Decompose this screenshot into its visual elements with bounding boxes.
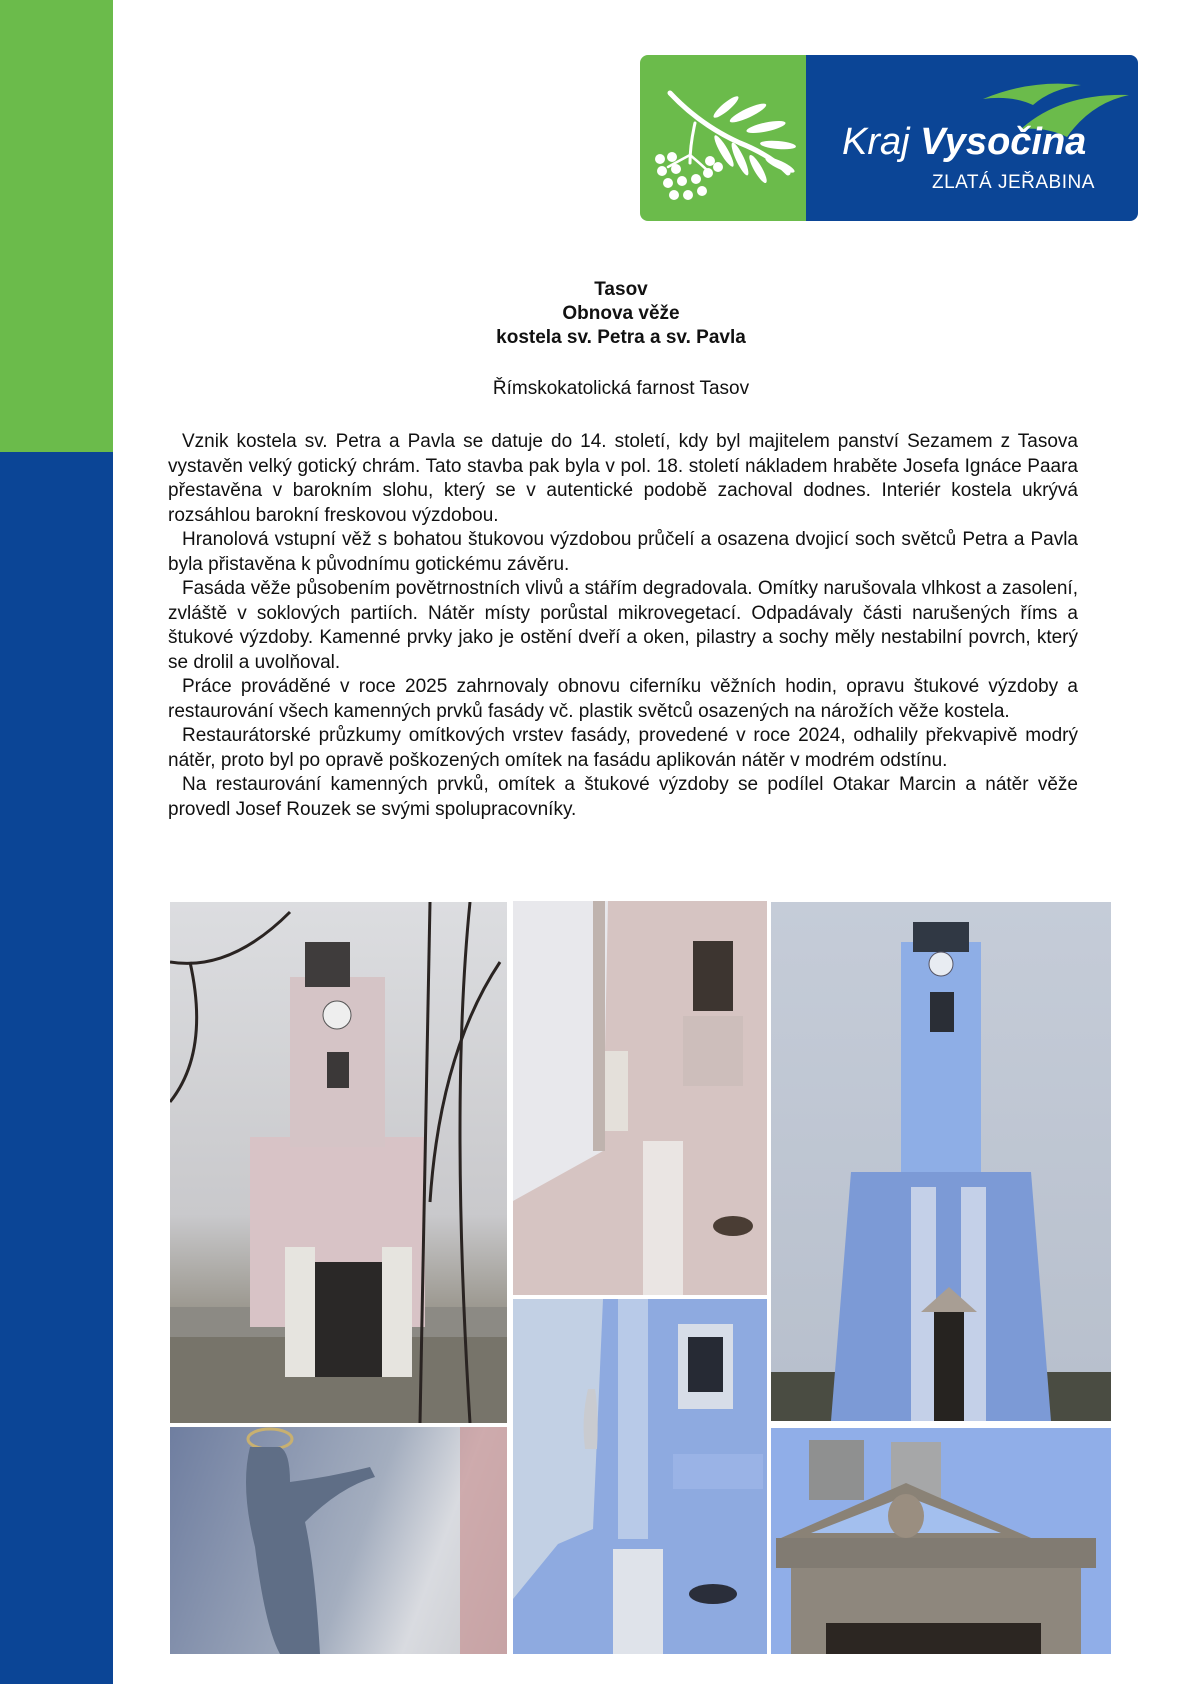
tower-detail-illustration [513,901,767,1295]
article-body [168,430,1078,822]
photo-statue-saint [170,1427,507,1654]
blue-tower-illustration [771,902,1111,1421]
photo-tower-before-detail [513,901,767,1295]
logo-wordmark [842,121,1086,164]
blue-detail-illustration [513,1299,767,1654]
sidebar-blue-band [0,452,113,1684]
logo-word-kraj: Kraj [842,121,910,163]
paragraph: Na restaurování kamenných prvků, omítek a štukové výzdoby se podílel Otakar Marcin a nátěr věže provedl Josef Rouzek se svými spolupracovníky. [168,774,1078,820]
document-subtitle: Římskokatolická farnost Tasov [492,378,750,399]
portal-illustration [771,1428,1111,1654]
church-tower-illustration [170,902,507,1423]
kraj-vysocina-logo [640,55,1138,221]
paragraph: Fasáda věže působením povětrnostních vlivů a stářím degradovala. Omítky narušovala vlhkost a zasolení, zvláště v soklových partiích. Nátěr místy porůstal mikrovegetací. Odpadávaly části narušených říms a štukové výzdoby. Kamenné prvky jako je ostění dveří a oken, pilastry a sochy měly nestabilní povrch, který se drolil a uvolňoval. [168,578,1078,673]
logo-blue-panel [806,55,1138,221]
sidebar-green-band [0,0,113,452]
paragraph: Vznik kostela sv. Petra a Pavla se datuje do 14. století, kdy byl majitelem panství Sezamem z Tasova vystavěn velký gotický chrám. Tato stavba pak byla v pol. 18. století nákladem hraběte Josefa Ignáce Paara přestavěna v barokním slohu, který se v autentické podobě zachoval dodnes. Interiér kostela ukrývá rozsáhlou barokní freskovou výzdobou. [168,431,1078,526]
title-line-1: Tasov [594,279,648,300]
saint-statue-illustration [170,1427,507,1654]
paragraph: Práce prováděné v roce 2025 zahrnovaly obnovu ciferníku věžních hodin, opravu štukové výzdoby a restaurování všech kamenných prvků fasády vč. plastik světců osazených na nárožích věže kostela. [168,676,1078,722]
title-line-3: kostela sv. Petra a sv. Pavla [496,327,746,348]
paragraph: Hranolová vstupní věž s bohatou štukovou výzdobou průčelí a osazena dvojicí soch světců Petra a Pavla byla přistavěna k původnímu gotickému závěru. [168,529,1078,575]
paragraph: Restaurátorské průzkumy omítkových vrstev fasády, provedené v roce 2024, odhalily překvapivě modrý nátěr, proto byl po opravě poškozených omítek na fasádu aplikován nátěr v modrém odstínu. [168,725,1078,771]
logo-word-vysocina: Vysočina [920,121,1087,163]
document-title [150,278,1092,350]
photo-tower-after-detail [513,1299,767,1654]
photo-portal-coats-of-arms [771,1428,1111,1654]
rowan-branch-icon [640,55,806,221]
logo-tagline: ZLATÁ JEŘABINA [932,172,1095,193]
title-line-2: Obnova věže [562,303,680,324]
logo-green-panel [640,55,806,221]
photo-tower-after-full [771,902,1111,1421]
photo-tower-before-full [170,902,507,1423]
